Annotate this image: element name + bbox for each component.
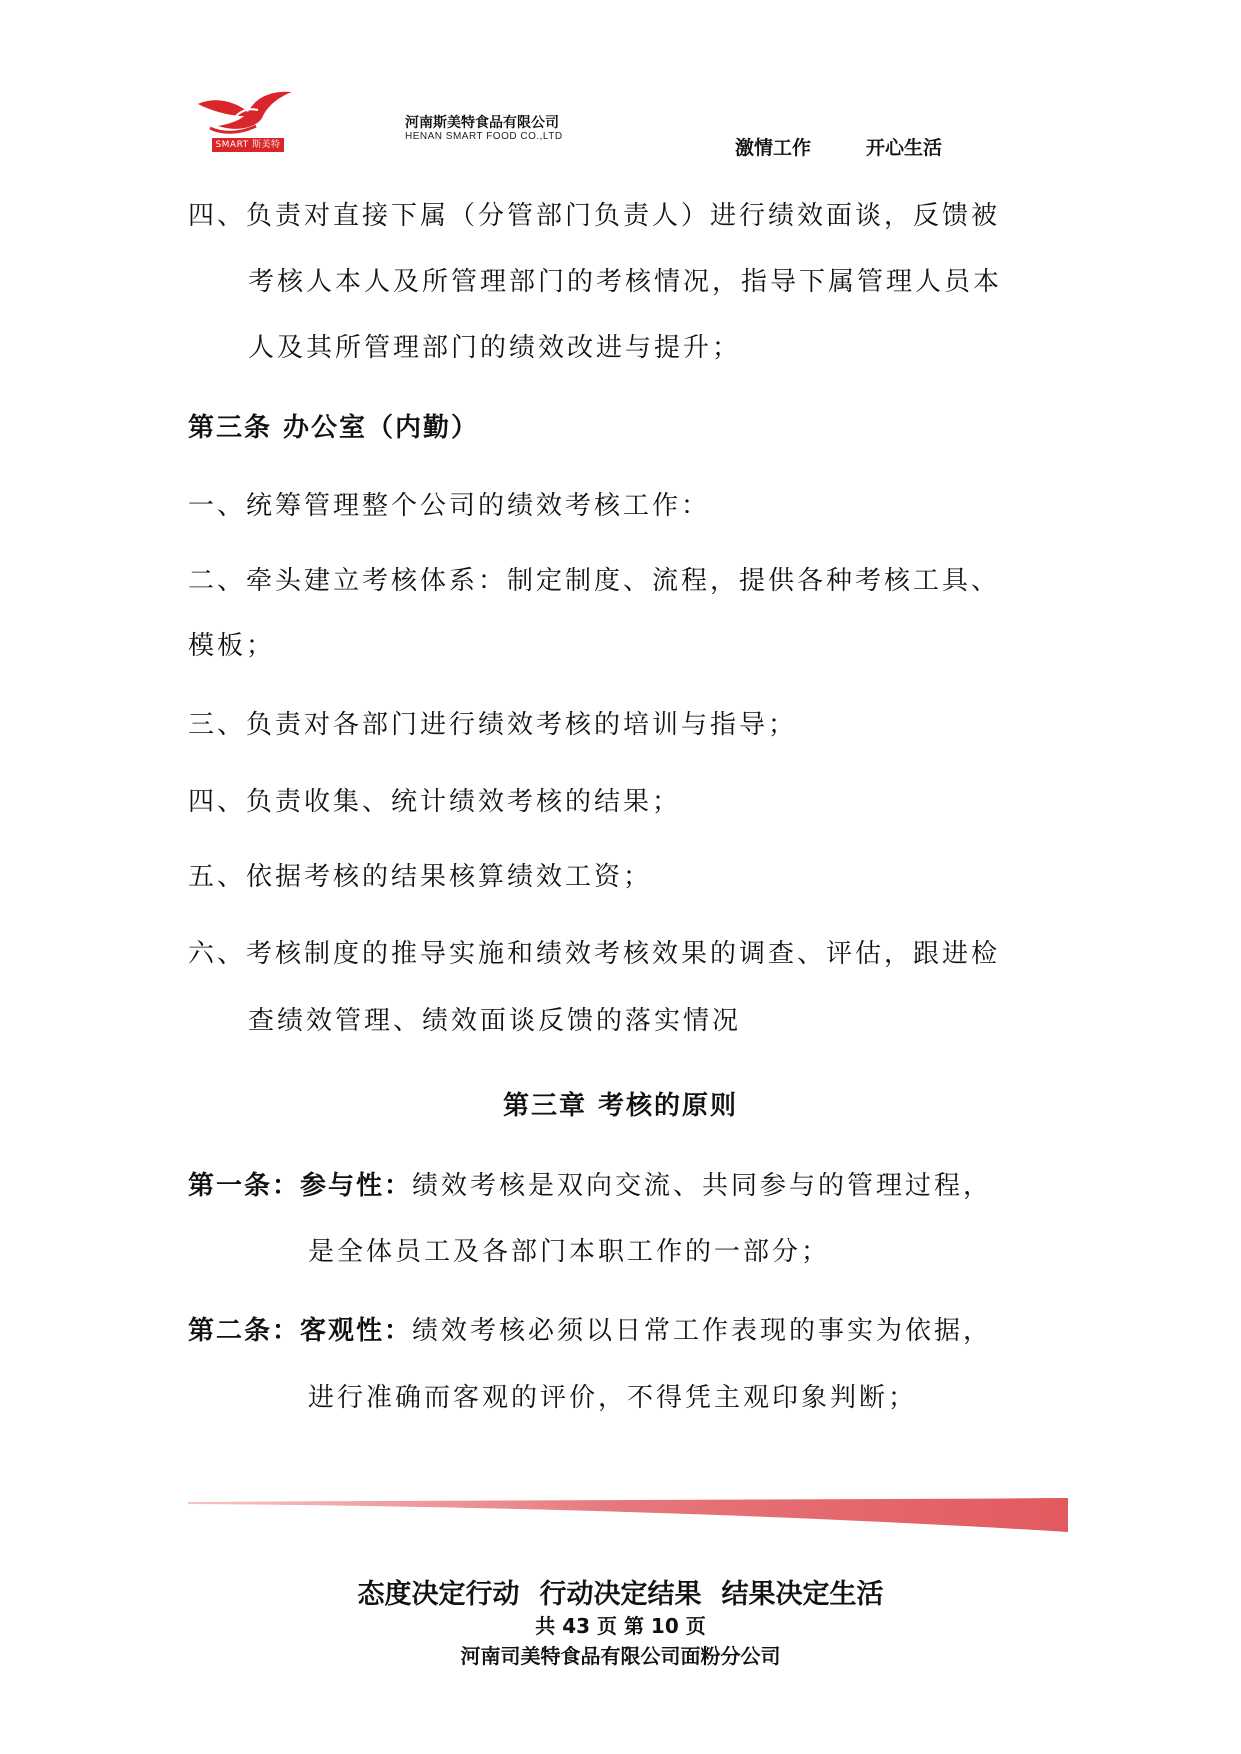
article-1-continuation: 是全体员工及各部门本职工作的一部分； xyxy=(308,1237,831,1267)
footer-company: 河南司美特食品有限公司面粉分公司 xyxy=(460,1644,781,1668)
article-2-text: 绩效考核必须以日常工作表现的事实为依据， xyxy=(412,1316,993,1346)
chapter-title: 第三章 考核的原则 xyxy=(502,1091,739,1121)
motto-part-3: 结果决定生活 xyxy=(721,1579,884,1610)
article-1 xyxy=(188,1168,992,1204)
paragraph-line: 三、负责对各部门进行绩效考核的培训与指导； xyxy=(188,710,798,740)
article-1-label: 第一条：参与性： xyxy=(188,1171,413,1201)
section-title: 第三条 办公室（内勤） xyxy=(188,413,480,443)
article-2-continuation: 进行准确而客观的评价，不得凭主观印象判断； xyxy=(308,1383,918,1413)
motto-part-1: 态度决定行动 xyxy=(357,1579,520,1610)
paragraph-line: 六、考核制度的推导实施和绩效考核效果的调查、评估，跟进检 xyxy=(188,939,1001,969)
motto-part-2: 行动决定结果 xyxy=(539,1579,702,1610)
paragraph-line: 模板； xyxy=(188,631,276,661)
paragraph-line: 四、负责对直接下属（分管部门负责人）进行绩效面谈，反馈被 xyxy=(188,201,1001,231)
article-1-text: 绩效考核是双向交流、共同参与的管理过程， xyxy=(412,1171,993,1201)
slogan-part-1: 激情工作 xyxy=(735,137,812,159)
company-logo xyxy=(196,86,296,152)
footer-motto xyxy=(0,1572,1241,1611)
paragraph-line: 二、牵头建立考核体系：制定制度、流程，提供各种考核工具、 xyxy=(188,566,1001,596)
paragraph-line: 五、依据考核的结果核算绩效工资； xyxy=(188,862,653,892)
paragraph-line: 四、负责收集、统计绩效考核的结果； xyxy=(188,787,682,817)
article-2-label: 第二条：客观性： xyxy=(188,1316,413,1346)
company-name-en: HENAN SMART FOOD CO.,LTD xyxy=(405,131,563,142)
slogan-part-2: 开心生活 xyxy=(866,137,943,159)
paragraph-line: 查绩效管理、绩效面谈反馈的落实情况 xyxy=(248,1006,742,1036)
crane-logo-icon xyxy=(196,86,296,138)
paragraph-line: 一、统筹管理整个公司的绩效考核工作： xyxy=(188,491,711,521)
company-name-cn: 河南斯美特食品有限公司 xyxy=(405,115,559,131)
page-header xyxy=(0,0,1241,170)
page-number: 共 43 页 第 10 页 xyxy=(535,1614,706,1638)
article-2 xyxy=(188,1313,992,1349)
paragraph-line: 人及其所管理部门的绩效改进与提升； xyxy=(248,333,742,363)
logo-tag: SMART 斯美特 xyxy=(212,138,284,152)
header-slogan xyxy=(735,133,997,160)
footer-decorative-band xyxy=(188,1496,1068,1532)
paragraph-line: 考核人本人及所管理部门的考核情况，指导下属管理人员本 xyxy=(248,267,1003,297)
